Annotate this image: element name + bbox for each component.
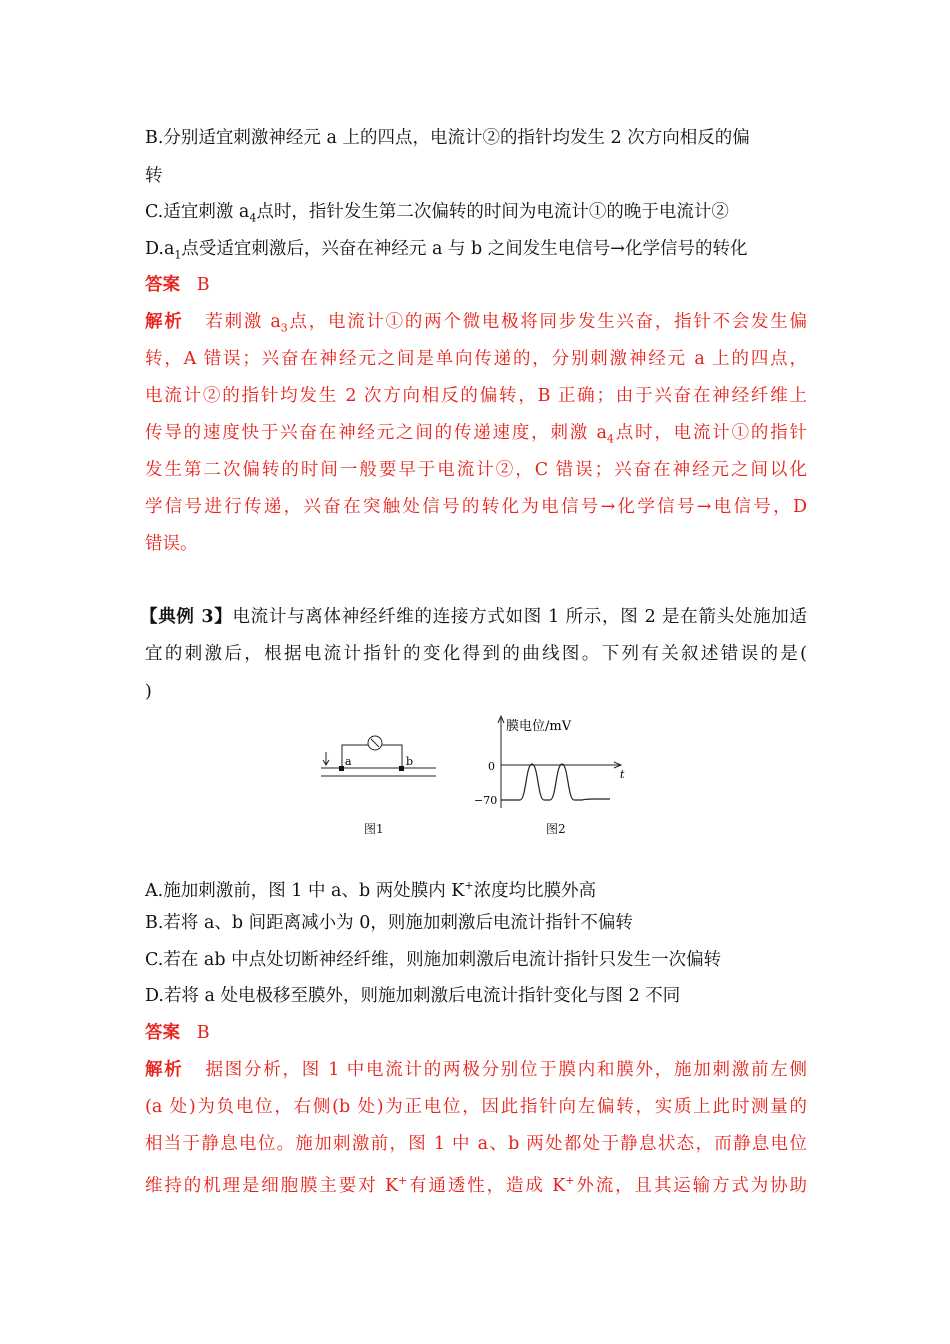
analysis-line-2: 转，A 错误；兴奋在神经元之间是单向传递的，分别刺激神经元 a 上的四点， xyxy=(145,349,807,369)
q3-analysis-line-2: (a 处)为负电位，右侧(b 处)为正电位，因此指针向左偏转，实质上此时测量的 xyxy=(145,1097,807,1117)
analysis-line-5: 发生第二次偏转的时间一般要早于电流计②，C 错误；兴奋在神经元之间以化 xyxy=(145,460,807,480)
electrode-a xyxy=(339,766,344,771)
q3-analysis-line-4: 维持的机理是细胞膜主要对 K+有通透性，造成 K+外流，且其运输方式为协助 xyxy=(145,1174,808,1196)
figure-2 xyxy=(468,712,638,812)
analysis-line-6: 学信号进行传递，兴奋在突触处信号的转化为电信号→化学信号→电信号，D xyxy=(145,497,807,517)
tick-0: 0 xyxy=(488,760,495,773)
analysis-line-4: 传导的速度快于兴奋在神经元之间的传递速度，刺激 $a_4$点时，电流计①的指针 xyxy=(145,423,807,446)
analysis-line-1: 解析 若刺激 $a_3$点，电流计①的两个微电极将同步发生兴奋，指针不会发生偏 xyxy=(145,312,808,335)
label-a: a xyxy=(345,755,352,768)
q3-analysis-line-1: 解析 据图分析，图 1 中电流计的两极分别位于膜内和膜外，施加刺激前左侧 xyxy=(145,1060,808,1080)
membrane-potential-curve xyxy=(501,764,610,800)
q3-analysis-line-3: 相当于静息电位。施加刺激前，图 1 中 a、b 两处都处于静息状态，而静息电位 xyxy=(145,1134,807,1154)
option-b: B.分别适宜刺激神经元 a 上的四点，电流计②的指针均发生 2 次方向相反的偏 xyxy=(145,128,750,148)
electrode-b xyxy=(399,766,404,771)
q3-option-b: B.若将 a、b 间距离减小为 0，则施加刺激后电流计指针不偏转 xyxy=(145,913,633,933)
q3-stem-1: 【典例 3】电流计与离体神经纤维的连接方式如图 1 所示，图 2 是在箭头处施加适 xyxy=(140,607,807,627)
label-b: b xyxy=(406,755,414,768)
option-c: C.适宜刺激 $a_4$点时，指针发生第二次偏转的时间为电流计①的晚于电流计② xyxy=(145,202,729,225)
analysis-line-3: 电流计②的指针均发生 2 次方向相反的偏转，B 正确；由于兴奋在神经纤维上 xyxy=(145,386,807,406)
q3-option-d: D.若将 a 处电极移至膜外，则施加刺激后电流计指针变化与图 2 不同 xyxy=(145,986,681,1006)
q3-option-a: A.施加刺激前，图 1 中 a、b 两处膜内 K+浓度均比膜外高 xyxy=(145,879,597,901)
y-axis-label: 膜电位/mV xyxy=(506,719,572,734)
answer-line: 答案 B xyxy=(145,275,210,295)
figure-2-caption: 图2 xyxy=(546,822,566,836)
x-axis-label: t xyxy=(620,768,625,781)
q3-stem-3: ) xyxy=(145,682,152,702)
q3-answer-line: 答案 B xyxy=(145,1023,210,1043)
tick-neg70: −70 xyxy=(474,794,498,807)
figure-1-caption: 图1 xyxy=(364,822,384,836)
analysis-line-7: 错误。 xyxy=(145,534,198,554)
figure-1 xyxy=(318,730,438,790)
option-d: $D.a_1$点受适宜刺激后，兴奋在神经元 a 与 b 之间发生电信号→化学信号的转化 xyxy=(145,239,748,262)
option-b-cont: 转 xyxy=(145,166,163,186)
q3-stem-2: 宜的刺激后，根据电流计指针的变化得到的曲线图。下列有关叙述错误的是( xyxy=(145,644,807,664)
q3-option-c: C.若在 ab 中点处切断神经纤维，则施加刺激后电流计指针只发生一次偏转 xyxy=(145,950,722,970)
